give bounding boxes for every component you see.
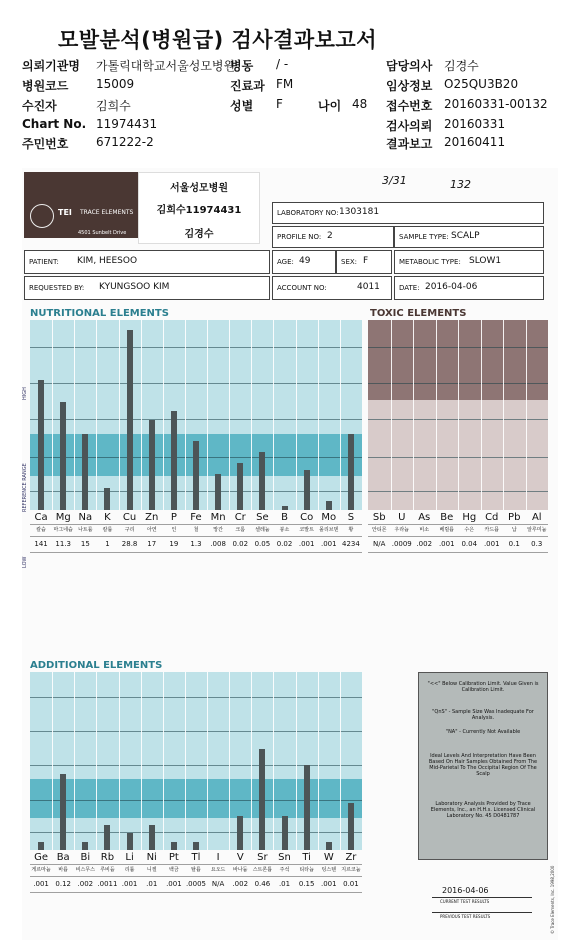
age-value: 49: [299, 256, 311, 266]
element-symbol-cu: Cu: [122, 512, 137, 523]
element-symbol-sb: Sb: [372, 512, 386, 523]
previous-underline: [432, 912, 532, 913]
sample-label: SAMPLE TYPE:: [399, 233, 449, 241]
note-na: "NA" - Currently Not Available: [445, 729, 521, 735]
column-divider: [141, 320, 142, 510]
element-result-se: 0.05: [254, 540, 271, 548]
element-symbol-w: W: [323, 852, 334, 863]
column-divider: [503, 320, 504, 510]
profile-box: [272, 226, 394, 248]
element-symbol-sr: Sr: [257, 852, 268, 863]
sex-box: [336, 250, 392, 274]
element-korean-se: 셀레늄: [255, 527, 270, 533]
label-patient: 수진자: [22, 99, 57, 113]
row-separator: [30, 552, 362, 553]
requested-label: REQUESTED BY:: [29, 284, 85, 292]
element-bar-ti: [304, 765, 310, 850]
element-result-cr: 0.02: [232, 540, 249, 548]
profile-value: 2: [327, 231, 333, 241]
row-separator: [368, 552, 548, 553]
age-box: [272, 250, 336, 274]
report-title: 모발분석(병원급) 검사결과보고서: [58, 28, 378, 52]
element-symbol-se: Se: [256, 512, 269, 523]
label-ward: 병동: [230, 59, 254, 73]
account-label: ACCOUNT NO:: [277, 284, 327, 292]
element-korean-cd: 카드뮴: [484, 527, 499, 533]
element-result-cu: 28.8: [121, 540, 138, 548]
column-divider: [413, 320, 414, 510]
logo-text: TRACE ELEMENTS: [80, 209, 134, 216]
element-korean-zr: 지르코늄: [341, 867, 361, 873]
column-divider: [96, 320, 97, 510]
metabolic-value: SLOW1: [469, 256, 502, 266]
element-symbol-sn: Sn: [278, 852, 291, 863]
element-korean-hg: 수은: [464, 527, 475, 533]
element-symbol-i: I: [216, 852, 220, 863]
label-resident-no: 주민번호: [22, 137, 69, 151]
row-separator: [30, 876, 362, 877]
column-divider: [96, 672, 97, 850]
date-label: DATE:: [399, 284, 420, 292]
element-result-pb: 0.1: [508, 540, 520, 548]
element-symbol-v: V: [236, 852, 244, 863]
element-symbol-bi: Bi: [80, 852, 91, 863]
element-result-mg: 11.3: [55, 540, 71, 548]
value-doctor: 김경수: [444, 59, 479, 73]
column-divider: [273, 672, 274, 850]
element-result-i: N/A: [211, 880, 225, 888]
lab-no-value: 1303181: [339, 207, 380, 217]
element-symbol-b: B: [281, 512, 288, 523]
element-korean-w: 텅스텐: [321, 867, 337, 873]
element-bar-co: [304, 470, 310, 510]
sample-box: [394, 226, 544, 248]
element-result-mn: .008: [210, 540, 226, 548]
element-result-na: 15: [80, 540, 90, 548]
element-korean-mo: 몰리브덴: [319, 527, 339, 533]
element-result-fe: 1.3: [190, 540, 202, 548]
note-ideal-levels: Ideal Levels And Interpretation Have Been Based On Hair Samples Obtained From The Mid-Parietal To The Occipital Region Of The Scalp: [428, 753, 538, 777]
element-result-rb: .0011: [97, 880, 118, 888]
element-result-p: 19: [169, 540, 179, 548]
column-divider: [296, 672, 297, 850]
element-symbol-p: P: [170, 512, 177, 523]
element-result-sn: .01: [278, 880, 291, 888]
column-divider: [74, 320, 75, 510]
element-symbol-ba: Ba: [56, 852, 70, 863]
account-box: [272, 276, 392, 300]
element-bar-mn: [215, 474, 221, 510]
element-symbol-ge: Ge: [34, 852, 49, 863]
note-qns: "QnS" - Sample Size Was Inadequate For Analysis.: [432, 709, 534, 721]
stamp-doctor: 김경수: [184, 229, 214, 240]
element-symbol-hg: Hg: [462, 512, 477, 523]
grid-line: [30, 697, 362, 698]
element-bar-zr: [348, 803, 354, 850]
element-korean-b: 붕소: [279, 527, 290, 533]
legend-notes: [418, 672, 548, 860]
label-chart-no: Chart No.: [22, 117, 87, 131]
additional-chart: [30, 672, 362, 902]
element-result-s: 4234: [342, 540, 360, 548]
element-result-li: .001: [121, 880, 138, 888]
globe-icon: [30, 204, 54, 228]
element-symbol-ca: Ca: [34, 512, 48, 523]
value-age: 48: [352, 97, 368, 111]
element-korean-as: 비소: [419, 527, 430, 533]
age-label: AGE:: [277, 258, 294, 266]
column-divider: [251, 672, 252, 850]
column-divider: [340, 672, 341, 850]
element-korean-k: 칼륨: [102, 527, 113, 533]
element-symbol-as: As: [418, 512, 431, 523]
nutritional-heading: NUTRITIONAL ELEMENTS: [30, 308, 169, 319]
column-divider: [391, 320, 392, 510]
handwritten-date: 3/31: [382, 174, 407, 187]
element-bar-b: [282, 506, 288, 510]
column-divider: [229, 320, 230, 510]
element-symbol-tl: Tl: [191, 852, 201, 863]
element-bar-na: [82, 434, 88, 510]
column-divider: [458, 320, 459, 510]
element-result-sb: N/A: [373, 540, 386, 548]
lab-no-box: [272, 202, 544, 224]
element-korean-ni: 니켈: [146, 867, 157, 873]
element-korean-bi: 비스무스: [75, 867, 95, 873]
grid-line: [30, 347, 362, 348]
logo-name: TEI: [58, 208, 72, 217]
value-sex: F: [276, 97, 283, 111]
element-symbol-co: Co: [300, 512, 314, 523]
element-korean-ge: 게르마늄: [31, 867, 51, 873]
column-divider: [74, 672, 75, 850]
stamp-hospital: 서울성모병원: [170, 183, 228, 194]
element-symbol-li: Li: [125, 852, 134, 863]
label-hospital-code: 병원코드: [22, 79, 69, 93]
element-bar-k: [104, 488, 110, 510]
value-institution: 가톨릭대학교서울성모병원: [96, 59, 236, 73]
element-bar-bi: [82, 842, 88, 850]
element-bar-w: [326, 842, 332, 850]
element-korean-cu: 구리: [124, 527, 135, 533]
element-result-co: .001: [298, 540, 315, 548]
element-bar-ni: [149, 825, 155, 850]
chart-background: [30, 672, 362, 850]
value-patient: 김희수: [96, 99, 131, 113]
element-symbol-mn: Mn: [210, 512, 226, 523]
element-korean-mg: 마그네슘: [53, 527, 73, 533]
grid-line: [30, 832, 362, 833]
element-symbol-al: Al: [531, 512, 542, 523]
trace-elements-logo: [24, 172, 144, 238]
low-reference-band: [30, 779, 362, 818]
element-bar-sn: [282, 816, 288, 850]
element-korean-s: 황: [348, 527, 354, 533]
element-korean-v: 바나듐: [233, 867, 248, 873]
column-divider: [296, 320, 297, 510]
element-bar-s: [348, 434, 354, 510]
element-result-al: 0.3: [531, 540, 543, 548]
element-result-ni: .01: [146, 880, 158, 888]
element-result-v: .002: [232, 880, 249, 888]
grid-line: [30, 419, 362, 420]
column-divider: [185, 672, 186, 850]
column-divider: [52, 320, 53, 510]
element-korean-ti: 티타늄: [299, 867, 314, 873]
element-korean-fe: 철: [193, 527, 199, 533]
element-bar-cr: [237, 463, 243, 510]
element-korean-pb: 납: [511, 527, 517, 533]
element-korean-sr: 스트론튬: [252, 867, 273, 873]
element-result-b: 0.02: [276, 540, 293, 548]
row-separator: [368, 536, 548, 537]
column-divider: [141, 672, 142, 850]
value-receipt-no: 20160331-00132: [444, 97, 548, 111]
element-korean-pt: 백금: [169, 867, 179, 873]
element-result-w: .001: [320, 880, 337, 888]
grid-line: [30, 765, 362, 766]
nutritional-axis-low: LOW: [22, 556, 28, 568]
nutritional-axis-high: HIGH: [22, 387, 28, 400]
element-korean-be: 베릴륨: [439, 527, 454, 533]
note-laboratory: Laboratory Analysis Provided by Trace Elements, Inc., an H.H.s. Licensed Clinical Laboratory No. 45 D0481787: [430, 801, 536, 819]
element-symbol-zn: Zn: [145, 512, 159, 523]
column-divider: [52, 672, 53, 850]
element-korean-li: 리튬: [124, 867, 135, 873]
additional-heading: ADDITIONAL ELEMENTS: [30, 660, 163, 671]
column-divider: [229, 672, 230, 850]
element-bar-pt: [171, 842, 177, 850]
previous-label: PREVIOUS TEST RESULTS: [440, 914, 491, 919]
column-divider: [163, 672, 164, 850]
label-request-date: 검사의뢰: [386, 119, 433, 133]
column-divider: [119, 672, 120, 850]
row-separator: [368, 524, 548, 525]
element-symbol-pb: Pb: [508, 512, 521, 523]
element-korean-co: 코발트: [299, 527, 314, 533]
element-korean-zn: 아연: [146, 527, 157, 533]
element-symbol-be: Be: [440, 512, 454, 523]
column-divider: [119, 320, 120, 510]
element-bar-v: [237, 816, 243, 850]
column-divider: [251, 320, 252, 510]
element-result-k: 1: [105, 540, 110, 548]
element-korean-mn: 망간: [213, 527, 223, 533]
row-separator: [30, 864, 362, 865]
element-result-hg: 0.04: [461, 540, 478, 548]
label-institution: 의뢰기관명: [22, 59, 80, 73]
grid-line: [30, 800, 362, 801]
element-result-zr: 0.01: [343, 880, 359, 888]
element-result-pt: .001: [166, 880, 182, 888]
element-bar-zn: [149, 420, 155, 510]
element-result-u: .0009: [391, 540, 412, 548]
metabolic-label: METABOLIC TYPE:: [399, 258, 461, 266]
element-bar-sr: [259, 749, 265, 850]
label-report-date: 결과보고: [386, 137, 433, 151]
element-korean-cr: 크롬: [235, 527, 246, 533]
metabolic-box: [394, 250, 544, 274]
current-date: 2016-04-06: [442, 886, 489, 895]
element-symbol-zr: Zr: [345, 852, 357, 863]
sex-label: SEX:: [341, 258, 358, 266]
element-symbol-mo: Mo: [321, 512, 337, 523]
element-symbol-cd: Cd: [485, 512, 499, 523]
element-symbol-fe: Fe: [190, 512, 202, 523]
element-result-be: .001: [438, 540, 455, 548]
stamp-patient: 김희수11974431: [156, 205, 242, 216]
element-korean-ca: 칼슘: [36, 527, 46, 533]
element-bar-cu: [127, 330, 133, 511]
column-divider: [318, 320, 319, 510]
label-sex: 성별: [230, 99, 254, 113]
element-bar-se: [259, 452, 265, 510]
grid-line: [30, 731, 362, 732]
logo-address: 4501 Sunbelt Drive: [78, 230, 127, 236]
element-bar-li: [127, 833, 133, 850]
toxic-chart: [368, 320, 548, 560]
column-divider: [163, 320, 164, 510]
label-doctor: 담당의사: [386, 59, 433, 73]
date-value: 2016-04-06: [425, 282, 478, 292]
row-separator: [30, 524, 362, 525]
element-korean-na: 나트륨: [78, 527, 93, 533]
hospital-stamp: [138, 172, 260, 244]
label-receipt-no: 접수번호: [386, 99, 433, 113]
sex-value: F: [363, 256, 369, 266]
element-korean-sb: 안티몬: [372, 527, 387, 533]
column-divider: [185, 320, 186, 510]
element-korean-ba: 바륨: [58, 867, 69, 873]
label-age: 나이: [318, 99, 342, 113]
element-bar-tl: [193, 842, 199, 850]
profile-label: PROFILE NO:: [277, 233, 322, 241]
patient-label: PATIENT:: [29, 258, 59, 266]
element-korean-tl: 탈륨: [191, 867, 201, 873]
report-sheet: [22, 168, 558, 940]
nutritional-axis-reference: REFERENCE RANGE: [22, 463, 28, 512]
column-divider: [340, 320, 341, 510]
element-symbol-u: U: [398, 512, 406, 523]
row-separator: [30, 536, 362, 537]
lab-no-label: LABORATORY NO:: [277, 209, 339, 217]
column-divider: [207, 320, 208, 510]
element-bar-p: [171, 411, 177, 510]
patient-value: KIM, HEESOO: [77, 256, 138, 266]
element-korean-p: 인: [171, 527, 177, 533]
element-symbol-mg: Mg: [55, 512, 71, 523]
element-symbol-k: K: [104, 512, 111, 523]
note-calibration: "<<" Below Calibration Limit. Value Given is Calibration Limit.: [427, 681, 539, 693]
grid-line: [30, 383, 362, 384]
element-korean-u: 우라늄: [394, 527, 409, 533]
copyright: © Trace Elements, Inc. 1998,2000: [550, 865, 555, 934]
value-report-date: 20160411: [444, 135, 506, 149]
column-divider: [481, 320, 482, 510]
element-bar-rb: [104, 825, 110, 850]
element-korean-sn: 주석: [279, 867, 290, 873]
requested-box: [24, 276, 270, 300]
element-bar-fe: [193, 441, 199, 510]
column-divider: [318, 672, 319, 850]
element-symbol-cr: Cr: [234, 512, 246, 523]
element-result-ti: 0.15: [298, 880, 315, 888]
element-symbol-s: S: [347, 512, 355, 523]
element-result-zn: 17: [147, 540, 157, 548]
row-separator: [30, 892, 362, 893]
value-clinical-info: O25QU3B20: [444, 77, 519, 91]
current-underline: [432, 897, 532, 898]
element-korean-rb: 루비듐: [100, 867, 115, 873]
element-bar-mo: [326, 501, 332, 510]
requested-value: KYUNGSOO KIM: [99, 282, 170, 292]
element-korean-i: 요오드: [210, 867, 226, 873]
element-result-ge: .001: [33, 880, 49, 888]
element-symbol-rb: Rb: [100, 852, 115, 863]
nutritional-chart: [30, 320, 362, 560]
value-resident-no: 671222-2: [96, 135, 154, 149]
element-symbol-ti: Ti: [302, 852, 311, 863]
element-bar-ba: [60, 774, 66, 850]
value-ward: / -: [276, 57, 289, 71]
value-request-date: 20160331: [444, 117, 506, 131]
element-korean-al: 알루미늄: [527, 527, 547, 533]
element-result-mo: .001: [320, 540, 337, 548]
element-result-ba: 0.12: [55, 880, 71, 888]
label-department: 진료과: [230, 79, 265, 93]
toxic-heading: TOXIC ELEMENTS: [370, 308, 467, 319]
element-bar-ge: [38, 842, 44, 850]
value-hospital-code: 15009: [96, 77, 135, 91]
element-symbol-na: Na: [78, 512, 93, 523]
column-divider: [273, 320, 274, 510]
element-result-as: .002: [416, 540, 433, 548]
label-clinical-info: 임상정보: [386, 79, 433, 93]
value-department: FM: [276, 77, 294, 91]
element-result-cd: .001: [483, 540, 500, 548]
current-label: CURRENT TEST RESULTS: [440, 899, 490, 904]
column-divider: [436, 320, 437, 510]
element-symbol-ni: Ni: [146, 852, 157, 863]
handwritten-number: 132: [450, 178, 471, 191]
sample-value: SCALP: [451, 231, 480, 241]
element-result-sr: 0.46: [254, 880, 271, 888]
date-box: [394, 276, 544, 300]
element-bar-ca: [38, 380, 44, 510]
value-chart-no: 11974431: [96, 117, 158, 131]
patient-box: [24, 250, 270, 274]
account-value: 4011: [357, 282, 380, 292]
element-result-bi: .002: [77, 880, 94, 888]
element-symbol-pt: Pt: [168, 852, 179, 863]
element-result-ca: 141: [34, 540, 48, 548]
column-divider: [526, 320, 527, 510]
column-divider: [207, 672, 208, 850]
element-result-tl: .0005: [185, 880, 206, 888]
element-bar-mg: [60, 402, 66, 510]
